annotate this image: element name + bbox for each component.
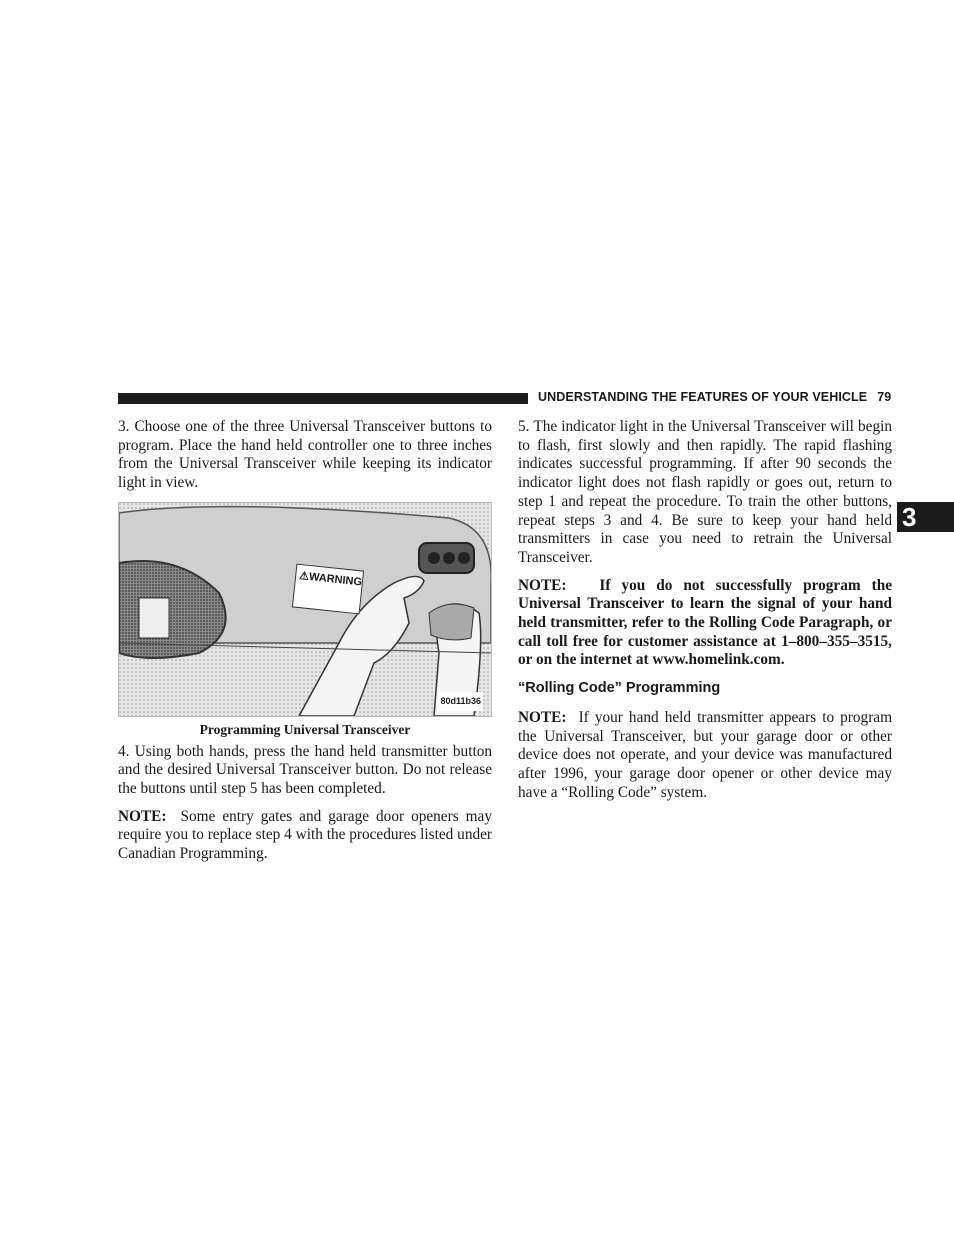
- note-paragraph: [118, 808, 492, 864]
- running-header: [538, 390, 891, 404]
- note-label: NOTE:: [518, 576, 567, 594]
- note-rolling-code-paragraph: [518, 709, 892, 803]
- step-4-paragraph: 4. Using both hands, press the hand held transmitter button and the desired Universal Transceiver button. Do not release the buttons until step 5 has been completed.: [118, 742, 492, 797]
- note-label: NOTE:: [118, 807, 167, 825]
- warning-label-text: WARNING: [308, 570, 363, 589]
- step-3-paragraph: 3. Choose one of the three Universal Transceiver buttons to program. Place the hand held controller one to three inches from the Universal Transceiver while keeping its indicator light in view.: [118, 418, 492, 492]
- step-5-paragraph: 5. The indicator light in the Universal Transceiver will begin to flash, first slowly and then rapidly. The rapid flashing indicates successful programming. If after 90 seconds the indicator light does not flash rapidly or goes out, return to step 1 and repeat the procedure. To train the other buttons, repeat steps 3 and 4. Be sure to keep your hand held transmitters in case you need to retrain the Universal Transceiver.: [518, 418, 892, 566]
- rolling-code-heading: “Rolling Code” Programming: [518, 680, 721, 697]
- note-text: Some entry gates and garage door openers may require you to replace step 4 with the procedures listed under Canadian Programming.: [118, 807, 492, 863]
- section-title: UNDERSTANDING THE FEATURES OF YOUR VEHICLE: [538, 390, 868, 404]
- note-text: If your hand held transmitter appears to program the Universal Transceiver, but your garage door or other device does not operate, and your device was manufactured after 1996, your garage door opener or other device may have a “Rolling Code” system.: [518, 708, 892, 801]
- chapter-tab: 3: [897, 502, 954, 532]
- page-number: 79: [877, 390, 892, 404]
- transceiver-illustration: [118, 502, 492, 717]
- note-programming-paragraph: [518, 577, 892, 671]
- header-rule: [118, 393, 528, 404]
- warning-label: ⚠WARNING: [292, 563, 364, 614]
- note-text: If you do not successfully program the Universal Transceiver to learn the signal of your hand held transmitter, refer to the Rolling Code Paragraph, or call toll free for customer assistance at 1–800–355–3515, or on the internet at www.homelink.com.: [518, 576, 892, 669]
- left-column: [118, 418, 492, 873]
- figure-caption: Programming Universal Transceiver: [199, 721, 411, 737]
- illustration-drawing: [119, 503, 491, 716]
- right-column: [518, 418, 892, 811]
- note-label: NOTE:: [518, 708, 567, 726]
- figure-id: 80d11b36: [438, 692, 483, 711]
